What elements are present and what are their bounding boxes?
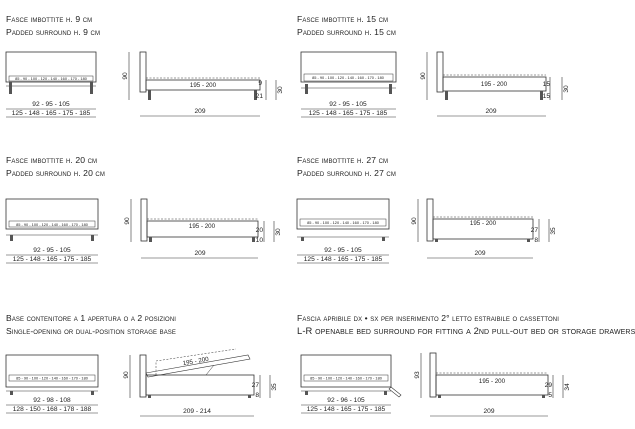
leg-height: 8 — [255, 392, 259, 399]
headboard-height: 93 — [414, 371, 421, 379]
total-length: 209 — [483, 408, 495, 415]
total-height: 30 — [277, 86, 284, 94]
width-options-top: 92 - 96 - 105 — [327, 397, 365, 404]
total-height: 30 — [275, 228, 282, 236]
width-options-bottom: 125 - 148 - 165 - 175 - 185 — [308, 110, 388, 117]
headboard-height: 90 — [123, 371, 130, 379]
width-options-top: 92 - 95 - 105 — [32, 101, 70, 108]
front-view — [6, 52, 96, 94]
side-length-label: 195 - 200 — [189, 82, 217, 89]
side-length-label: 195 - 200 — [480, 81, 508, 88]
headboard-height: 90 — [420, 72, 427, 80]
total-length: 209 — [485, 108, 497, 115]
side-length-label: 195 - 200 — [478, 378, 506, 385]
panel-title-en: Padded surround h. 9 cm — [6, 27, 101, 37]
panel-title-en: Padded surround h. 27 cm — [297, 168, 396, 178]
width-options-bottom: 128 - 150 - 168 - 178 - 188 — [12, 406, 92, 413]
leg-height: 21 — [255, 93, 263, 100]
front-view — [6, 199, 98, 241]
surround-height: 27 — [251, 382, 259, 389]
panel-title-en: Padded surround h. 15 cm — [297, 27, 396, 37]
panel-surround-15 — [297, 14, 587, 124]
total-height: 35 — [271, 383, 278, 391]
surround-height: 9 — [258, 80, 262, 87]
surround-height: 15 — [542, 81, 550, 88]
width-options-bottom: 125 - 148 - 165 - 175 - 185 — [12, 256, 92, 263]
leg-height: 8 — [534, 237, 538, 244]
side-length-label: 195 - 200 — [469, 220, 497, 227]
total-height: 30 — [563, 85, 570, 93]
surround-height: 29 — [544, 382, 552, 389]
bed-drawing — [6, 313, 296, 429]
panel-title-it: Fasce imbottite h. 15 cm — [297, 14, 389, 24]
width-options-bottom: 125 - 148 - 165 - 175 - 185 — [11, 110, 91, 117]
panel-title-en: L-R openable bed surround for fitting a 2nd pull-out bed or storage drawers — [297, 325, 635, 336]
panel-openable-surround — [297, 313, 635, 429]
front-width-strip: 85 - 90 - 100 - 120 - 140 - 160 - 170 - 180 — [16, 222, 88, 227]
total-height: 34 — [564, 383, 571, 391]
panel-surround-9 — [6, 14, 296, 124]
width-options-top: 92 - 98 - 108 — [33, 397, 71, 404]
front-width-strip: 85 - 90 - 100 - 120 - 140 - 160 - 170 - 180 — [310, 375, 382, 381]
width-options-top: 92 - 95 - 105 — [329, 101, 367, 108]
panel-title-it: Base contenitore a 1 apertura o a 2 posizioni — [6, 313, 177, 323]
total-length: 209 — [194, 108, 206, 115]
front-view — [301, 52, 396, 94]
width-options-bottom: 125 - 148 - 165 - 175 - 185 — [306, 406, 386, 413]
leg-height: 5 — [548, 392, 552, 399]
bed-drawing — [6, 14, 296, 124]
headboard-height: 90 — [122, 72, 129, 80]
panel-storage-base — [6, 313, 296, 429]
total-length: 209 - 214 — [183, 408, 211, 415]
panel-title-it: Fascia apribile dx • sx per inserimento 2° letto estraibile o cassettoni — [297, 313, 559, 323]
total-length: 209 — [474, 250, 486, 257]
panel-title-it: Fasce imbottite h. 20 cm — [6, 155, 98, 165]
headboard-height: 90 — [124, 217, 131, 225]
bed-drawing — [297, 155, 587, 275]
width-options-top: 92 - 95 - 105 — [324, 247, 362, 254]
bed-drawing — [6, 155, 296, 275]
panel-title-it: Fasce imbottite h. 27 cm — [297, 155, 389, 165]
panel-title-en: Padded surround h. 20 cm — [6, 168, 105, 178]
panel-title-en: Single-opening or dual-position storage base — [6, 326, 176, 336]
front-width-strip: 85 - 90 - 100 - 120 - 140 - 160 - 170 - 180 — [312, 75, 384, 80]
leg-height: 10 — [255, 237, 263, 244]
leg-height: 15 — [542, 93, 550, 100]
surround-height: 20 — [255, 227, 263, 234]
surround-height: 27 — [530, 227, 538, 234]
headboard-height: 90 — [411, 217, 418, 225]
width-options-top: 92 - 95 - 105 — [33, 247, 71, 254]
panel-title-it: Fasce imbottite h. 9 cm — [6, 14, 93, 24]
front-width-strip: 85 - 90 - 100 - 120 - 140 - 160 - 170 - 180 — [16, 375, 88, 381]
panel-surround-27 — [297, 155, 587, 275]
width-options-bottom: 125 - 148 - 165 - 175 - 185 — [303, 256, 383, 263]
total-height: 35 — [550, 227, 557, 235]
bed-drawing — [297, 313, 597, 429]
front-width-strip: 85 - 90 - 100 - 120 - 140 - 160 - 170 - 180 — [15, 76, 87, 81]
panel-surround-20 — [6, 155, 296, 275]
side-length-label: 195 - 200 — [188, 223, 216, 230]
front-width-strip: 85 - 90 - 100 - 120 - 140 - 160 - 170 - 180 — [307, 220, 379, 225]
total-length: 209 — [194, 250, 206, 257]
side-length-label: 195 - 200 — [182, 355, 210, 368]
bed-drawing — [297, 14, 587, 124]
